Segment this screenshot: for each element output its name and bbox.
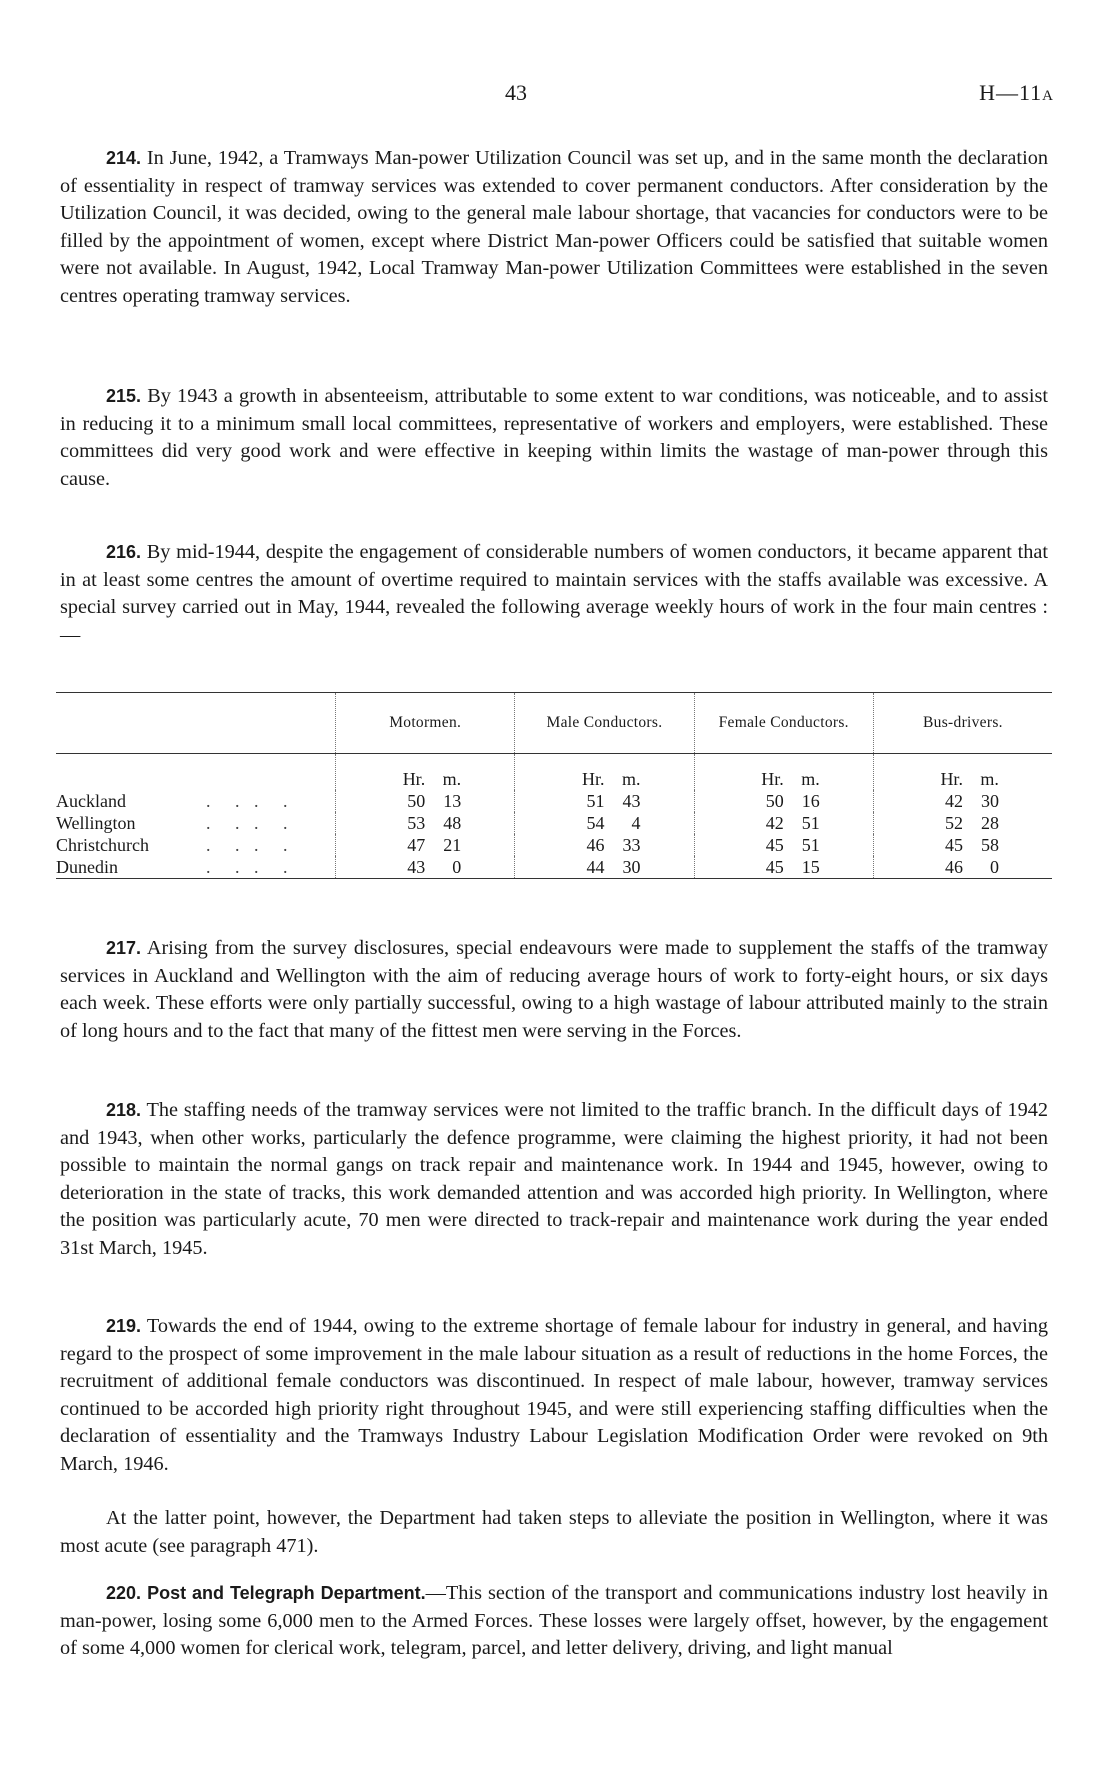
paragraph-215: [60, 383, 1048, 493]
document-reference-main: H—11: [979, 80, 1043, 105]
leader-dots: . .: [254, 857, 298, 877]
unit-cell: Hr. m.: [515, 754, 694, 791]
paragraph-text: By mid-1944, despite the engagement of considerable numbers of women conductors, it became apparent that in at least some centres the amount of overtime required to maintain services with the staffs available was excessive. A special survey carried out in May, 1944, revealed the following average weekly hours of work in the four main centres :—: [60, 541, 1048, 646]
table-row: [56, 856, 1052, 879]
table-cell: 42 30: [873, 790, 1052, 812]
table-row: [56, 834, 1052, 856]
paragraph-text: Towards the end of 1944, owing to the extreme shortage of female labour for industry in general, and having regard to the prospect of some improvement in the male labour situation as a result of reductions in the home Forces, the recruitment of additional female conductors was discontinued. In respect of male labour, however, tramway services continued to be accorded high priority right throughout 1945, and were still experiencing staffing difficulties when the declaration of essentiality and the Tramways Industry Labour Legislation Modification Order were revoked on 9th March, 1946.: [60, 1315, 1048, 1475]
paragraph-219-continuation: [60, 1505, 1048, 1560]
unit-cell: Hr. m.: [336, 754, 515, 791]
leader-dots: . .: [206, 857, 250, 877]
table-cell: 50 16: [694, 790, 873, 812]
table-row: [56, 812, 1052, 834]
paragraph-text: Arising from the survey disclosures, special endeavours were made to supplement the staffs of the tramway services in Auckland and Wellington with the aim of reducing average hours of work to forty-eight hours, or six days each week. These efforts were only partially successful, owing to a high wastage of labour attributed mainly to the strain of long hours and to the fact that many of the fittest men were serving in the Forces.: [60, 937, 1048, 1042]
paragraph-216: [60, 539, 1048, 649]
section-heading: Post and Telegraph Department.: [147, 1583, 426, 1603]
paragraph-number: 219.: [106, 1316, 142, 1336]
table-bottom-rule: [56, 879, 1052, 896]
leader-dots: . .: [206, 835, 250, 855]
table-cell: 42 51: [694, 812, 873, 834]
paragraph-number: 217.: [106, 938, 142, 958]
paragraph-text: In June, 1942, a Tramways Man-power Utilization Council was set up, and in the same month the declaration of essentiality in respect of tramway services was extended to cover permanent conductors. After consideration by the Utilization Council, it was decided, owing to the general male labour shortage, that vacancies for conductors were to be filled by the appointment of women, except where District Man-power Officers could be satisfied that suitable women were not available. In August, 1942, Local Tramway Man-power Utilization Committees were established in the seven centres operating tramway services.: [60, 147, 1048, 307]
column-header-male-conductors: Male Conductors.: [515, 693, 694, 754]
table-cell: 45 51: [694, 834, 873, 856]
table-cell: 54 4: [515, 812, 694, 834]
leader-dots: . .: [254, 791, 298, 811]
table-units-row: [56, 754, 1052, 791]
paragraph-text: At the latter point, however, the Department had taken steps to alleviate the position in Wellington, where it was most acute (see paragraph 471).: [60, 1507, 1048, 1557]
table-cell: 44 30: [515, 856, 694, 879]
weekly-hours-table: [56, 692, 1052, 895]
leader-dots: . .: [206, 813, 250, 833]
paragraph-text: —This section of the transport and communications industry lost heavily in man-power, losing some 6,000 men to the Armed Forces. These losses were largely offset, however, by the engagement of some 4,000 women for clerical work, telegram, parcel, and letter delivery, driving, and light manual: [60, 1582, 1048, 1660]
row-label: Dunedin: [56, 857, 118, 877]
leader-dots: . .: [206, 791, 250, 811]
column-header-motormen: Motormen.: [336, 693, 515, 754]
table-cell: 47 21: [336, 834, 515, 856]
table-cell: 53 48: [336, 812, 515, 834]
paragraph-number: 218.: [106, 1100, 142, 1120]
page-number: 43: [505, 80, 527, 105]
paragraph-217: [60, 935, 1048, 1045]
paragraph-number: 214.: [106, 148, 142, 168]
paragraph-214: [60, 145, 1048, 311]
table-row: [56, 790, 1052, 812]
table-cell: 43 0: [336, 856, 515, 879]
paragraph-220: [60, 1580, 1048, 1663]
column-header-female-conductors: Female Conductors.: [694, 693, 873, 754]
unit-cell: Hr. m.: [873, 754, 1052, 791]
row-label: Christchurch: [56, 835, 149, 855]
table-header-blank: [56, 693, 336, 754]
document-reference-suffix: A: [1042, 88, 1054, 104]
table-header-row: [56, 693, 1052, 754]
paragraph-text: The staffing needs of the tramway services were not limited to the traffic branch. In the difficult days of 1942 and 1943, when other works, particularly the defence programme, were claiming the highest priority, it had not been possible to maintain the normal gangs on track repair and maintenance work. In 1944 and 1945, however, owing to deterioration in the state of tracks, this work demanded attention and was accorded high priority. In Wellington, where the position was particularly acute, 70 men were directed to track-repair and maintenance work during the year ended 31st March, 1945.: [60, 1099, 1048, 1259]
row-label: Wellington: [56, 813, 136, 833]
table-cell: 51 43: [515, 790, 694, 812]
paragraph-number: 220.: [106, 1583, 142, 1603]
paragraph-text: By 1943 a growth in absenteeism, attributable to some extent to war conditions, was noticeable, and to assist in reducing it to a minimum small local committees, representative of workers and employers, were established. These committees did very good work and were effective in keeping within limits the wastage of man-power through this cause.: [60, 385, 1048, 490]
paragraph-218: [60, 1097, 1048, 1263]
table-cell: 46 33: [515, 834, 694, 856]
table-cell: 45 15: [694, 856, 873, 879]
table-cell: 52 28: [873, 812, 1052, 834]
leader-dots: . .: [254, 835, 298, 855]
page-header: [0, 80, 1114, 110]
table-cell: 45 58: [873, 834, 1052, 856]
paragraph-219: [60, 1313, 1048, 1479]
column-header-bus-drivers: Bus-drivers.: [873, 693, 1052, 754]
paragraph-number: 216.: [106, 542, 142, 562]
document-reference: [979, 80, 1054, 106]
leader-dots: . .: [254, 813, 298, 833]
table-cell: 46 0: [873, 856, 1052, 879]
row-label: Auckland: [56, 791, 126, 811]
paragraph-number: 215.: [106, 386, 142, 406]
unit-cell: Hr. m.: [694, 754, 873, 791]
table-cell: 50 13: [336, 790, 515, 812]
